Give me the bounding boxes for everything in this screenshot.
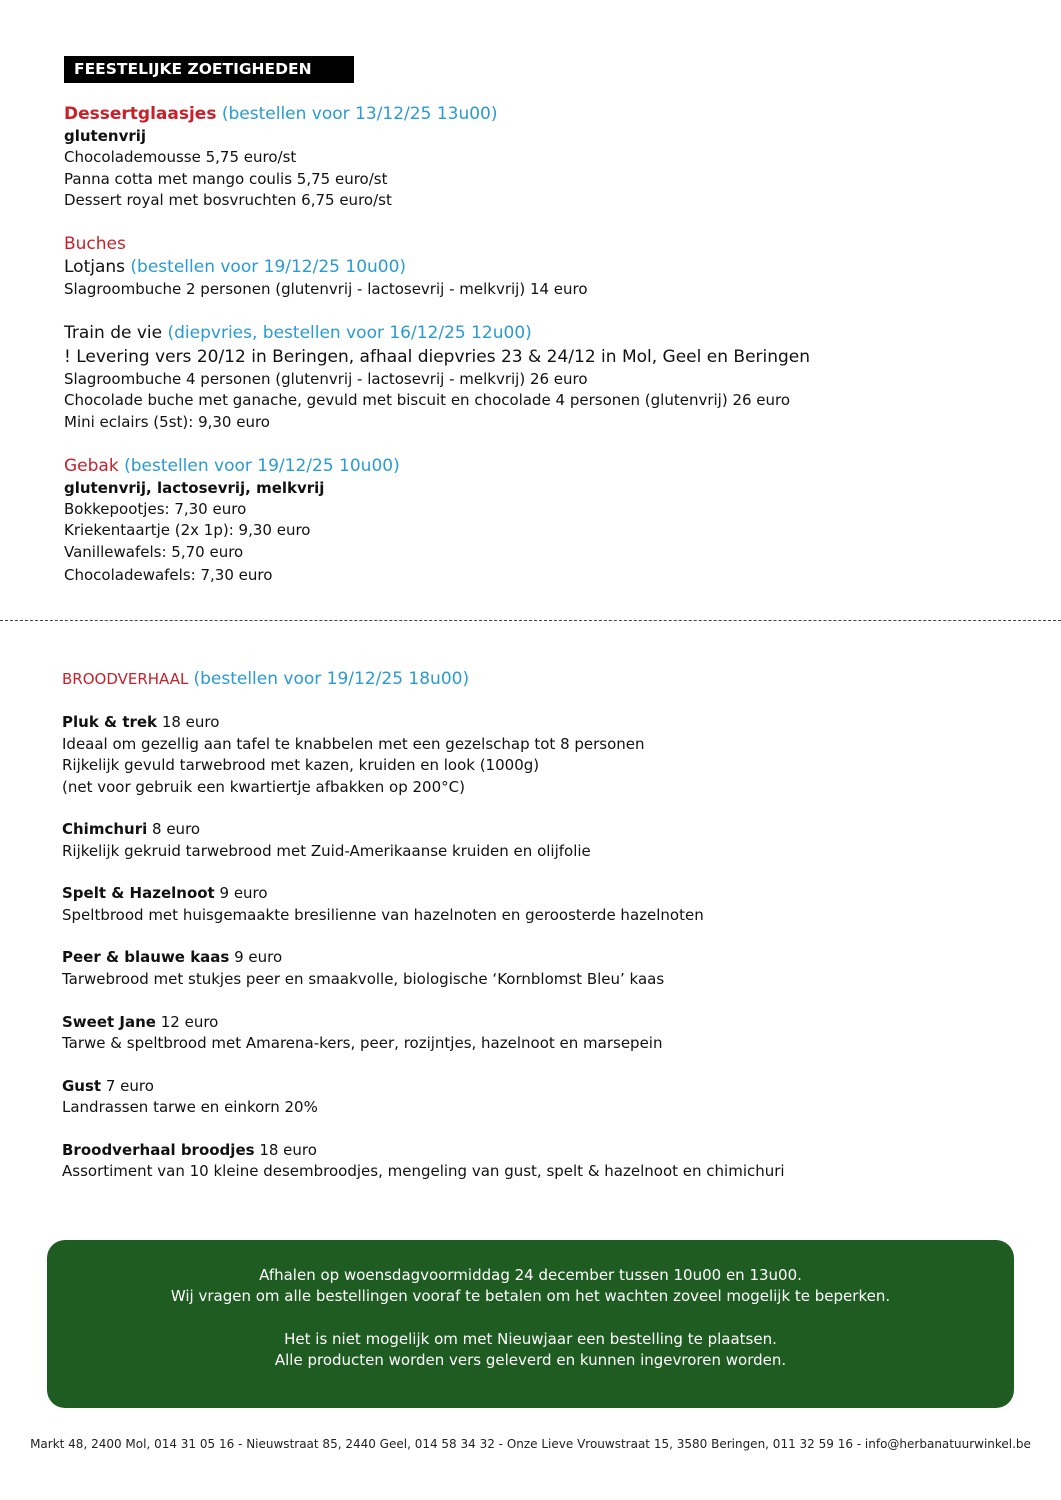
gebak-heading [64, 455, 400, 477]
brood-product-name: Sweet Jane [62, 1013, 156, 1031]
brood-product-title [62, 712, 219, 734]
dessert-order-deadline: (bestellen voor 13/12/25 13u00) [221, 104, 498, 124]
brood-product-desc: Landrassen tarwe en einkorn 20% [62, 1098, 318, 1116]
gebak-item: Kriekentaartje (2x 1p): 9,30 euro [64, 521, 311, 539]
brood-order-deadline: (bestellen voor 19/12/25 18u00) [193, 669, 470, 689]
train-name: Train de vie [64, 323, 163, 343]
train-notice: ! Levering vers 20/12 in Beringen, afhaal diepvries 23 & 24/12 in Mol, Geel en Beringen [64, 347, 811, 367]
pickup-info-line: Afhalen op woensdagvoormiddag 24 december tussen 10u00 en 13u00. [259, 1266, 802, 1284]
brood-product-price: 7 euro [101, 1077, 154, 1095]
train-item: Mini eclairs (5st): 9,30 euro [64, 413, 270, 431]
brood-heading [62, 668, 469, 690]
section-banner: FEESTELIJKE ZOETIGHEDEN [64, 56, 354, 83]
brood-product-desc: Tarwebrood met stukjes peer en smaakvolle, biologische ‘Kornblomst Bleu’ kaas [62, 970, 665, 988]
dessert-heading [64, 103, 498, 125]
brood-product-name: Spelt & Hazelnoot [62, 884, 215, 902]
brood-product-title [62, 883, 268, 905]
brood-product-price: 18 euro [157, 713, 220, 731]
brood-product-price: 8 euro [147, 820, 201, 838]
lotjans-order-deadline: (bestellen voor 19/12/25 10u00) [130, 257, 407, 277]
brood-product-title [62, 1076, 154, 1098]
brood-product-desc: Rijkelijk gekruid tarwebrood met Zuid-Amerikaanse kruiden en olijfolie [62, 842, 591, 860]
lotjans-heading [64, 256, 406, 278]
brood-product-price: 9 euro [214, 884, 268, 902]
lotjans-item: Slagroombuche 2 personen (glutenvrij - lactosevrij - melkvrij) 14 euro [64, 280, 588, 298]
train-item: Slagroombuche 4 personen (glutenvrij - lactosevrij - melkvrij) 26 euro [64, 370, 588, 388]
pickup-info-line: Alle producten worden vers geleverd en kunnen ingevroren worden. [274, 1351, 787, 1369]
dessert-item: Chocolademousse 5,75 euro/st [64, 148, 297, 166]
dessert-subtitle: glutenvrij [64, 127, 147, 145]
gebak-title: Gebak [64, 456, 119, 476]
brood-product-desc: Rijkelijk gevuld tarwebrood met kazen, kruiden en look (1000g) [62, 756, 540, 774]
gebak-order-deadline: (bestellen voor 19/12/25 10u00) [124, 456, 400, 476]
brood-product-name: Chimchuri [62, 820, 148, 838]
buches-title: Buches [64, 234, 126, 254]
train-order-deadline: (diepvries, bestellen voor 16/12/25 12u00) [167, 323, 532, 343]
lotjans-name: Lotjans [64, 257, 126, 277]
pickup-info-box [47, 1240, 1014, 1408]
brood-product-title [62, 1140, 317, 1162]
gebak-item: Bokkepootjes: 7,30 euro [64, 500, 247, 518]
brood-title: BROODVERHAAL [62, 670, 189, 688]
brood-product-desc: Ideaal om gezellig aan tafel te knabbelen met een gezelschap tot 8 personen [62, 735, 645, 753]
brood-product-price: 12 euro [155, 1013, 219, 1031]
brood-product-price: 9 euro [229, 948, 283, 966]
pickup-info-line: Wij vragen om alle bestellingen vooraf te betalen om het wachten zoveel mogelijk te beperken. [170, 1287, 891, 1305]
brood-product-price: 18 euro [254, 1141, 317, 1159]
brood-product-name: Peer & blauwe kaas [62, 948, 230, 966]
train-item: Chocolade buche met ganache, gevuld met biscuit en chocolade 4 personen (glutenvrij) 26 euro [64, 391, 791, 409]
brood-product-desc: Tarwe & speltbrood met Amarena-kers, peer, rozijntjes, hazelnoot en marsepein [62, 1034, 663, 1052]
train-heading [64, 322, 532, 344]
dessert-item: Panna cotta met mango coulis 5,75 euro/st [64, 170, 388, 188]
brood-product-desc: Assortiment van 10 kleine desembroodjes, mengeling van gust, spelt & hazelnoot en chimichuri [62, 1162, 785, 1180]
dessert-title: Dessertglaasjes [64, 104, 217, 124]
gebak-subtitle: glutenvrij, lactosevrij, melkvrij [64, 479, 325, 497]
brood-product-title [62, 947, 282, 969]
dessert-item: Dessert royal met bosvruchten 6,75 euro/st [64, 191, 392, 209]
footer-contact: Markt 48, 2400 Mol, 014 31 05 16 - Nieuwstraat 85, 2440 Geel, 014 58 34 32 - Onze Lieve Vrouwstraat 15, 3580 Beringen, 011 32 59 16 - info@herbanatuurwinkel.be [30, 1437, 1031, 1451]
brood-product-title [62, 1012, 218, 1034]
pickup-info-line: Het is niet mogelijk om met Nieuwjaar een bestelling te plaatsen. [284, 1330, 777, 1348]
section-divider [0, 620, 1061, 621]
gebak-item: Chocoladewafels: 7,30 euro [64, 566, 273, 584]
brood-product-desc: (net voor gebruik een kwartiertje afbakken op 200°C) [62, 778, 465, 796]
brood-product-desc: Speltbrood met huisgemaakte bresilienne van hazelnoten en geroosterde hazelnoten [62, 906, 704, 924]
brood-product-name: Broodverhaal broodjes [62, 1141, 255, 1159]
brood-product-name: Pluk & trek [62, 713, 158, 731]
brood-product-title [62, 819, 200, 841]
gebak-item: Vanillewafels: 5,70 euro [64, 543, 244, 561]
brood-product-name: Gust [62, 1077, 102, 1095]
